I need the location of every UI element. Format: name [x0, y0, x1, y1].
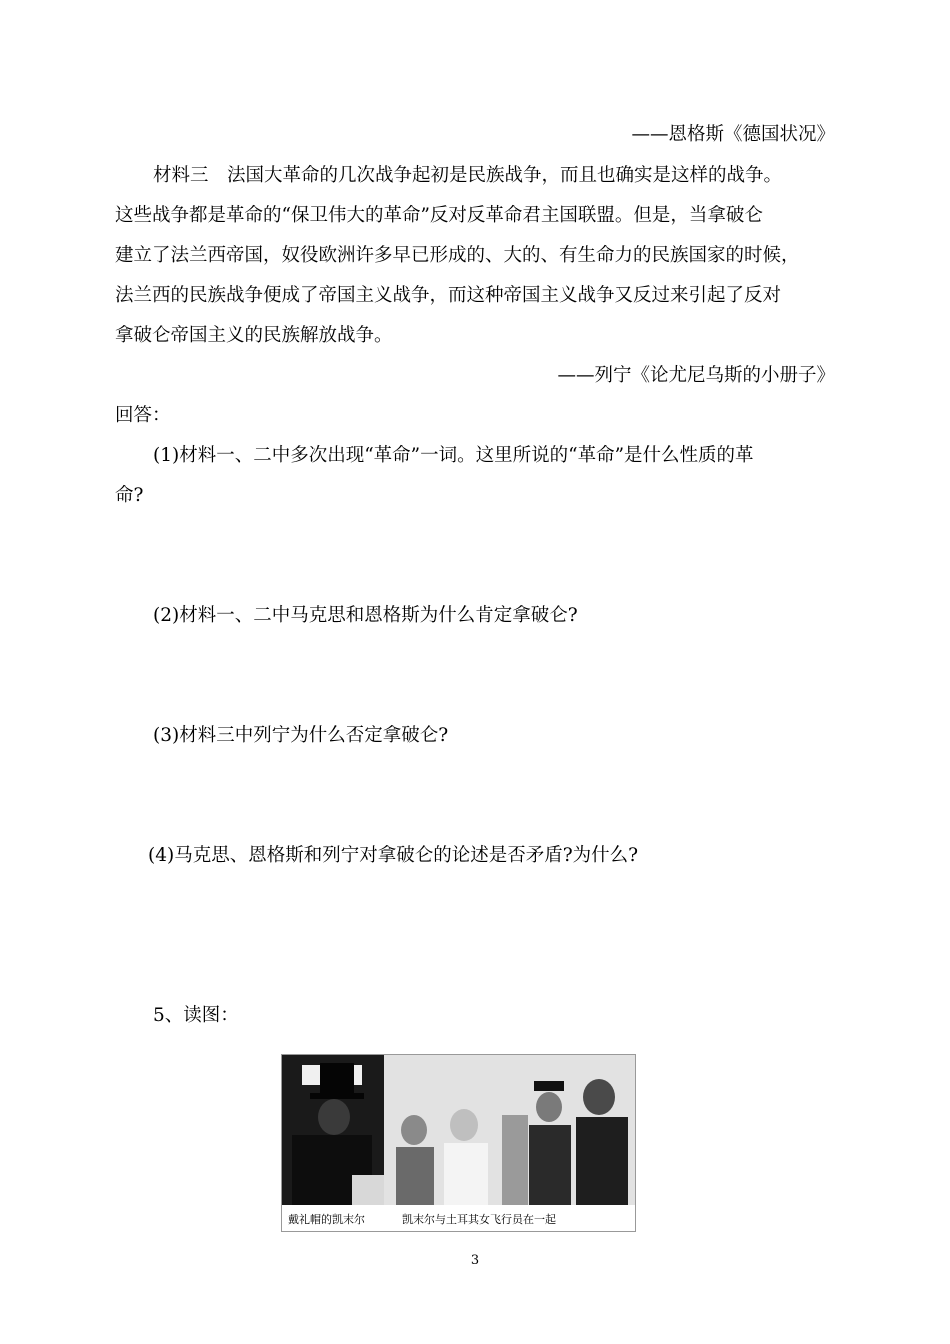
photo-kemal-with-aviator [384, 1055, 635, 1205]
question-2: (2)材料一、二中马克思和恩格斯为什么肯定拿破仑? [153, 605, 578, 626]
caption-left: 戴礼帽的凯末尔 [288, 1213, 365, 1226]
material3-line2: 这些战争都是革命的“保卫伟大的革命”反对反革命君主国联盟。但是，当拿破仑 [115, 205, 763, 226]
question-3: (3)材料三中列宁为什么否定拿破仑? [153, 725, 449, 746]
material3-line4: 法兰西的民族战争便成了帝国主义战争，而这种帝国主义战争又反过来引起了反对 [115, 285, 782, 306]
question-1-line1: (1)材料一、二中多次出现“革命”一词。这里所说的“革命”是什么性质的革 [153, 445, 754, 466]
question-4: (4)马克思、恩格斯和列宁对拿破仑的论述是否矛盾?为什么? [148, 845, 639, 866]
page-number: 3 [470, 1253, 480, 1268]
material3-line3: 建立了法兰西帝国，奴役欧洲许多早已形成的、大的、有生命力的民族国家的时候， [115, 245, 800, 266]
source-lenin: ——列宁《论尤尼乌斯的小册子》 [557, 365, 835, 386]
source-engels: ——恩格斯《德国状况》 [631, 124, 835, 145]
kemal-photo-figure [281, 1054, 636, 1232]
question-5: 5、读图： [153, 1005, 239, 1026]
question-1-line2: 命? [115, 485, 144, 506]
answer-label: 回答： [115, 405, 171, 426]
photo-kemal-top-hat [282, 1055, 384, 1205]
caption-right: 凯末尔与土耳其女飞行员在一起 [402, 1213, 556, 1226]
material3-line1: 材料三 法国大革命的几次战争起初是民族战争，而且也确实是这样的战争。 [153, 165, 783, 186]
material3-line5: 拿破仑帝国主义的民族解放战争。 [115, 325, 393, 346]
